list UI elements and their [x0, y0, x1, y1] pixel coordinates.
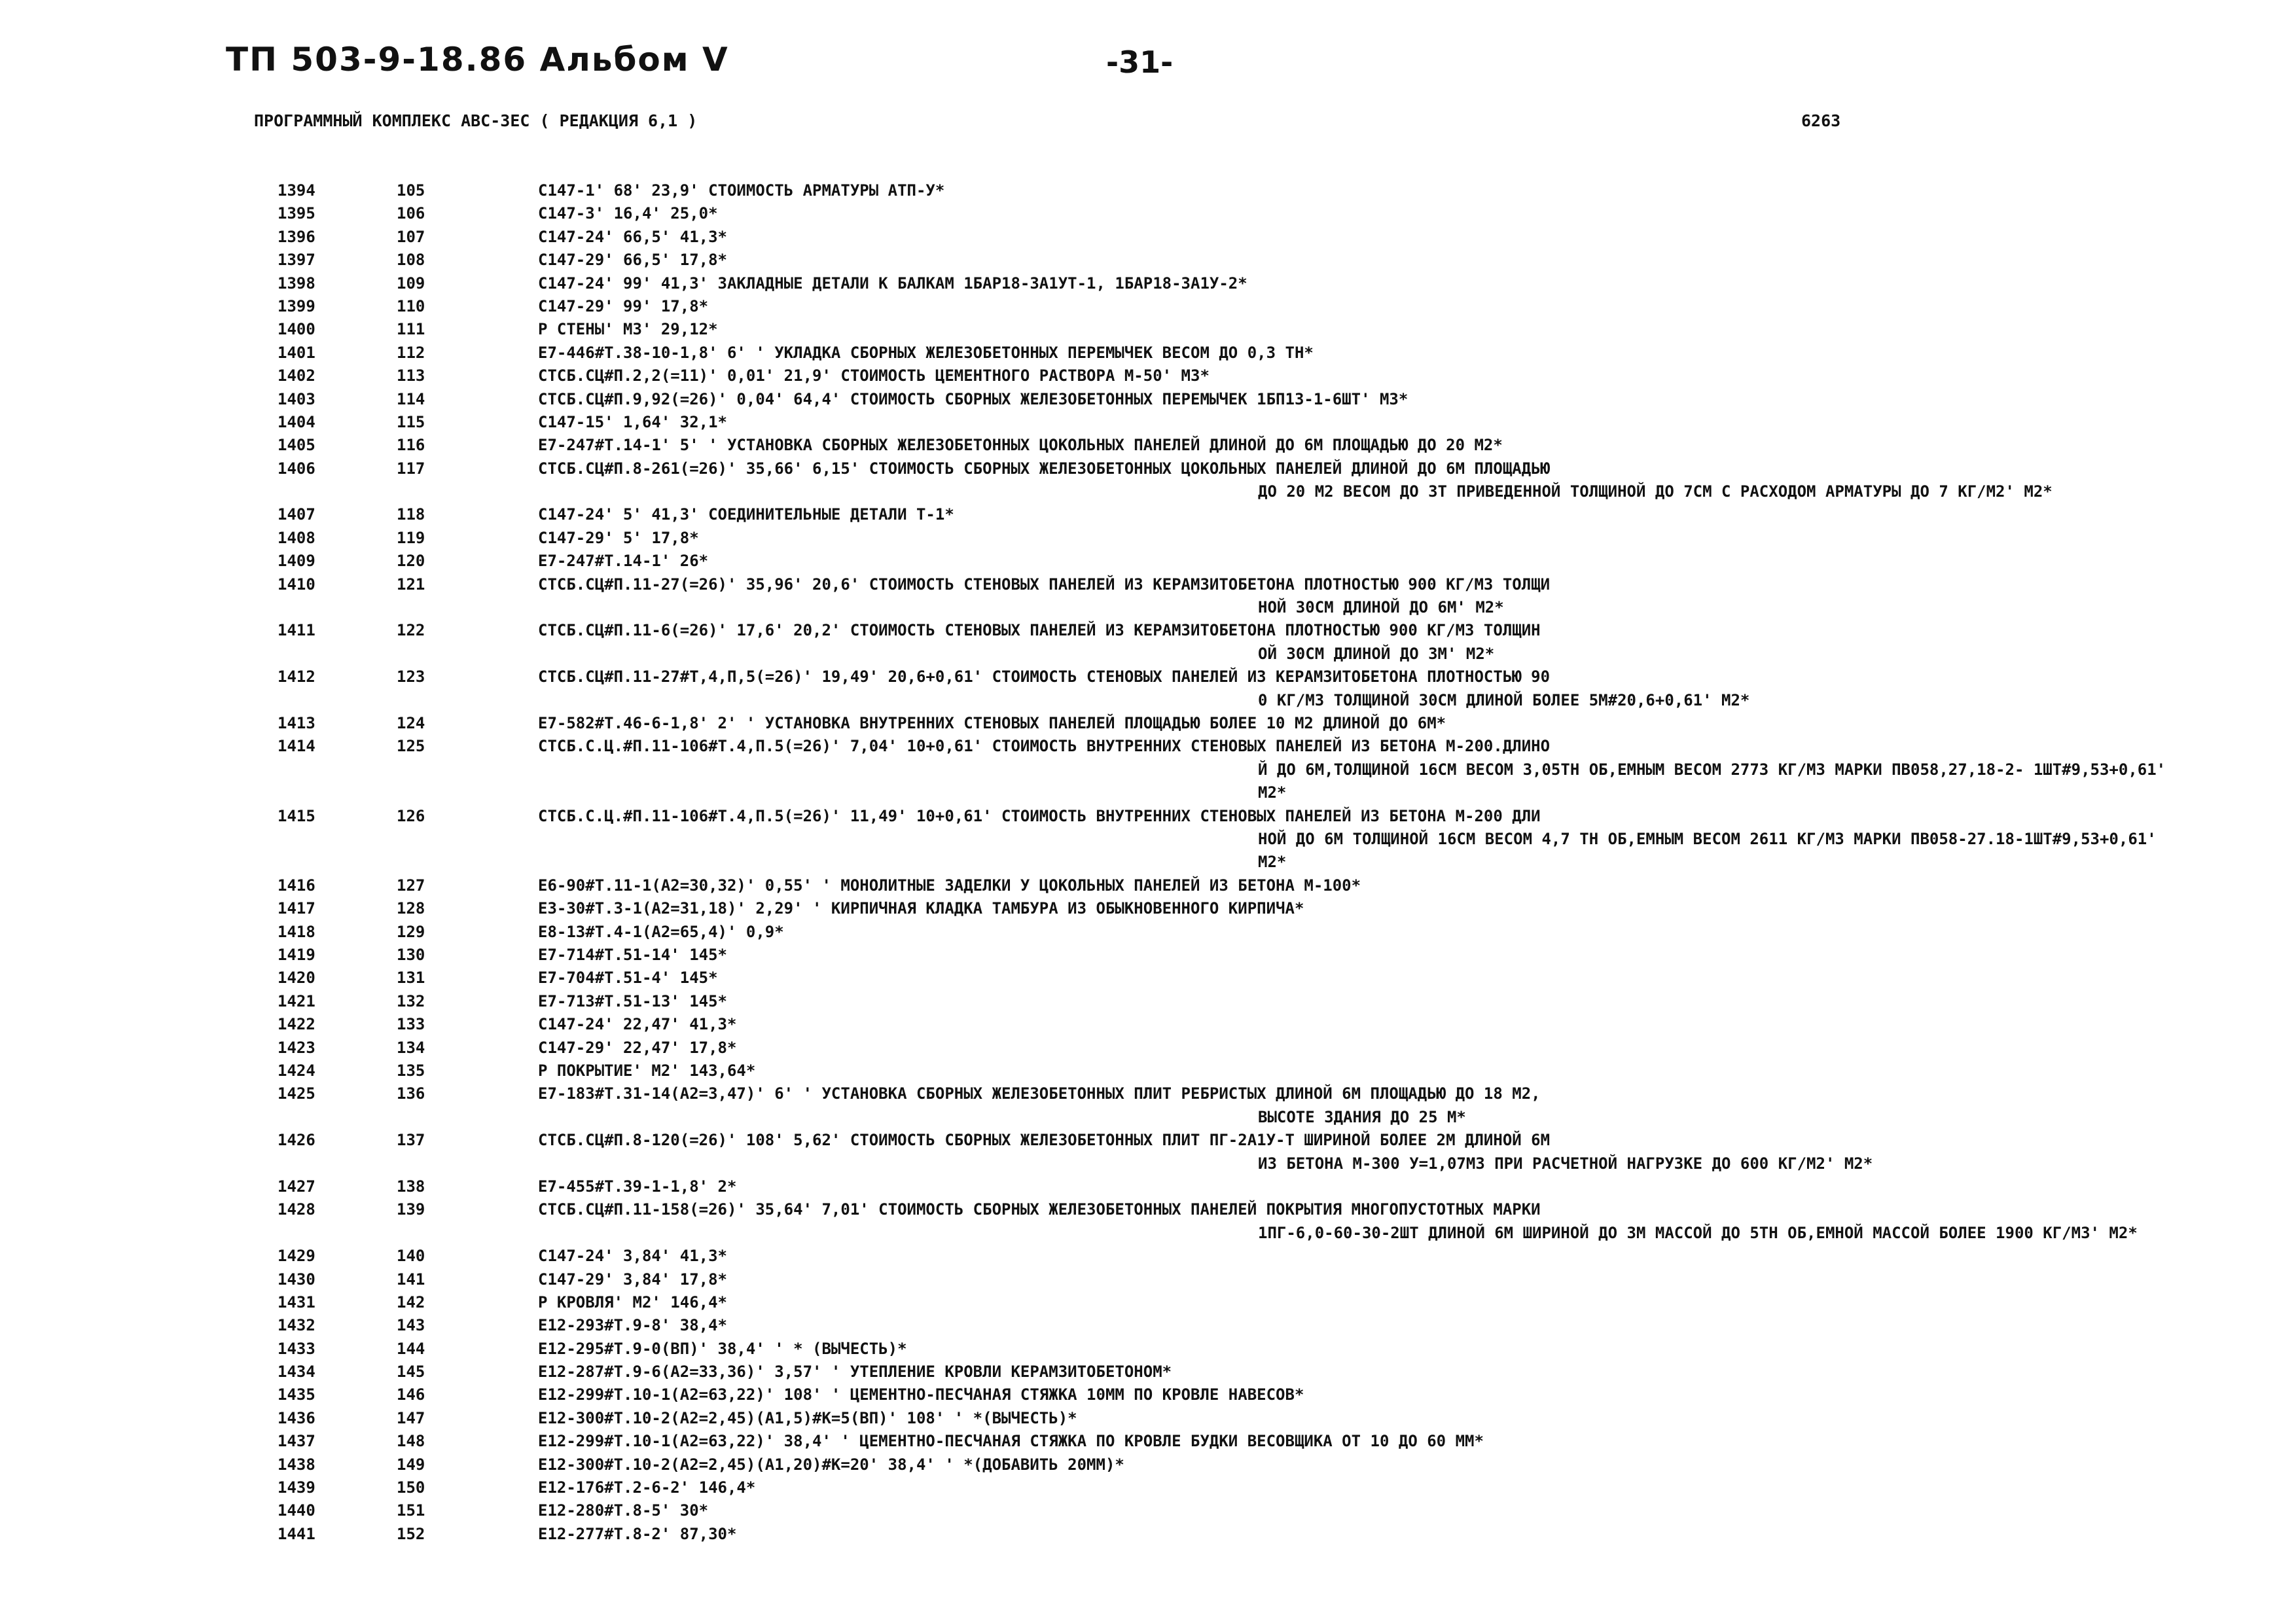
position-number: 137 [397, 1131, 425, 1150]
listing-row [0, 712, 2296, 735]
line-number: 1398 [278, 274, 315, 293]
listing-row [0, 1198, 2296, 1245]
position-number: 111 [397, 320, 425, 339]
entry-text: С147-29' 5' 17,8* [538, 528, 699, 547]
line-number: 1422 [278, 1015, 315, 1034]
line-number: 1427 [278, 1177, 315, 1196]
listing-row [0, 1523, 2296, 1546]
line-number: 1419 [278, 945, 315, 964]
listing-row [0, 342, 2296, 365]
document-number: 6263 [1801, 111, 1841, 130]
entry-text: С147-24' 99' 41,3' ЗАКЛАДНЫЕ ДЕТАЛИ К БАЛКАМ 1БАР18-3А1УТ-1, 1БАР18-3А1У-2* [538, 274, 1247, 293]
line-number: 1429 [278, 1247, 315, 1266]
position-number: 136 [397, 1084, 425, 1103]
line-number: 1400 [278, 320, 315, 339]
listing-row [0, 226, 2296, 249]
position-number: 149 [397, 1455, 425, 1474]
line-number: 1396 [278, 227, 315, 246]
listing-row [0, 1454, 2296, 1476]
entry-text: С147-24' 5' 41,3' СОЕДИНИТЕЛЬНЫЕ ДЕТАЛИ Т-1* [538, 505, 954, 524]
entry-text: СТСБ.СЦ#П.11-6(=26)' 17,6' 20,2' СТОИМОСТЬ СТЕНОВЫХ ПАНЕЛЕЙ ИЗ КЕРАМЗИТОБЕТОНА ПЛОТНОСТЬЮ 900 КГ/М3 ТОЛЩИН [538, 621, 1541, 640]
line-number: 1415 [278, 806, 315, 825]
line-number: 1425 [278, 1084, 315, 1103]
position-number: 115 [397, 412, 425, 431]
listing-row [0, 365, 2296, 387]
entry-text: СТСБ.СЦ#П.8-120(=26)' 108' 5,62' СТОИМОСТЬ СБОРНЫХ ЖЕЛЕЗОБЕТОННЫХ ПЛИТ ПГ-2А1У-Т ШИРИНОЙ БОЛЕЕ 2М ДЛИНОЙ 6М [538, 1131, 1551, 1150]
entry-continuation: НОЙ ДО 6М ТОЛЩИНОЙ 16СМ ВЕСОМ 4,7 ТН ОБ,ЕМНЫМ ВЕСОМ 2611 КГ/М3 МАРКИ ПВ058-27.18-1ШТ#9,53+0,61' [1258, 830, 2157, 849]
entry-continuation: 1ПГ-6,0-60-30-2ШТ ДЛИНОЙ 6М ШИРИНОЙ ДО 3М МАССОЙ ДО 5ТН ОБ,ЕМНОЙ МАССОЙ БОЛЕЕ 1900 КГ/М3' М2* [1258, 1223, 2138, 1242]
line-number: 1406 [278, 459, 315, 478]
listing-row [0, 388, 2296, 411]
entry-text: СТСБ.СЦ#П.11-27#Т,4,П,5(=26)' 19,49' 20,6+0,61' СТОИМОСТЬ СТЕНОВЫХ ПАНЕЛЕЙ ИЗ КЕРАМЗИТОБЕТОНА ПЛОТНОСТЬЮ 90 [538, 668, 1551, 687]
entry-text: С147-24' 22,47' 41,3* [538, 1015, 737, 1034]
listing-row [0, 666, 2296, 712]
line-number: 1403 [278, 389, 315, 408]
line-number: 1424 [278, 1061, 315, 1080]
entry-text: С147-1' 68' 23,9' СТОИМОСТЬ АРМАТУРЫ АТП-У* [538, 181, 945, 200]
entry-continuation: М2* [1258, 853, 1287, 872]
entry-continuation: Й ДО 6М,ТОЛЩИНОЙ 16СМ ВЕСОМ 3,05ТН ОБ,ЕМНЫМ ВЕСОМ 2773 КГ/М3 МАРКИ ПВ058,27,18-2- 1ШТ#9,53+0,61' [1258, 760, 2166, 779]
line-number: 1436 [278, 1408, 315, 1427]
line-number: 1423 [278, 1038, 315, 1057]
listing-row [0, 527, 2296, 550]
entry-continuation: ВЫСОТЕ ЗДАНИЯ ДО 25 М* [1258, 1107, 1466, 1126]
line-number: 1433 [278, 1339, 315, 1358]
listing-row [0, 805, 2296, 874]
entry-continuation: ДО 20 М2 ВЕСОМ ДО 3Т ПРИВЕДЕННОЙ ТОЛЩИНОЙ ДО 7СМ С РАСХОДОМ АРМАТУРЫ ДО 7 КГ/М2' М2* [1258, 482, 2053, 501]
position-number: 138 [397, 1177, 425, 1196]
position-number: 118 [397, 505, 425, 524]
listing-row [0, 735, 2296, 804]
entry-continuation: М2* [1258, 783, 1287, 802]
entry-text: Е6-90#Т.11-1(А2=30,32)' 0,55' ' МОНОЛИТНЫЕ ЗАДЕЛКИ У ЦОКОЛЬНЫХ ПАНЕЛЕЙ ИЗ БЕТОНА М-100* [538, 876, 1361, 895]
entry-text: Е7-704#Т.51-4' 145* [538, 969, 718, 988]
position-number: 113 [397, 366, 425, 385]
entry-text: Е12-293#Т.9-8' 38,4* [538, 1316, 727, 1335]
line-number: 1413 [278, 714, 315, 733]
position-number: 142 [397, 1293, 425, 1311]
line-number: 1409 [278, 552, 315, 571]
listing-row [0, 1407, 2296, 1430]
entry-text: Е12-300#Т.10-2(А2=2,45)(А1,5)#К=5(ВП)' 108' ' *(ВЫЧЕСТЬ)* [538, 1408, 1077, 1427]
position-number: 134 [397, 1038, 425, 1057]
estimate-listing [0, 179, 2296, 1546]
listing-row [0, 179, 2296, 202]
listing-row [0, 874, 2296, 897]
position-number: 107 [397, 227, 425, 246]
position-number: 110 [397, 296, 425, 315]
line-number: 1428 [278, 1200, 315, 1219]
line-number: 1420 [278, 969, 315, 988]
listing-row [0, 1361, 2296, 1383]
position-number: 140 [397, 1247, 425, 1266]
position-number: 150 [397, 1478, 425, 1497]
line-number: 1438 [278, 1455, 315, 1474]
listing-row [0, 1082, 2296, 1129]
entry-text: Е12-299#Т.10-1(А2=63,22)' 108' ' ЦЕМЕНТНО-ПЕСЧАНАЯ СТЯЖКА 10ММ ПО КРОВЛЕ НАВЕСОВ* [538, 1385, 1304, 1404]
entry-text: С147-29' 66,5' 17,8* [538, 251, 727, 270]
listing-row [0, 1383, 2296, 1406]
listing-row [0, 411, 2296, 434]
listing-row [0, 1499, 2296, 1522]
line-number: 1426 [278, 1131, 315, 1150]
position-number: 133 [397, 1015, 425, 1034]
entry-text: Р КРОВЛЯ' М2' 146,4* [538, 1293, 727, 1311]
album-title: ТП 503-9-18.86 Альбом V [226, 41, 729, 79]
listing-row [0, 295, 2296, 318]
line-number: 1441 [278, 1524, 315, 1543]
listing-row [0, 1476, 2296, 1499]
line-number: 1435 [278, 1385, 315, 1404]
line-number: 1421 [278, 991, 315, 1010]
entry-text: Е12-299#Т.10-1(А2=63,22)' 38,4' ' ЦЕМЕНТНО-ПЕСЧАНАЯ СТЯЖКА ПО КРОВЛЕ БУДКИ ВЕСОВЩИКА ОТ 10 ДО 60 ММ* [538, 1432, 1484, 1451]
position-number: 109 [397, 274, 425, 293]
entry-text: СТСБ.СЦ#П.11-158(=26)' 35,64' 7,01' СТОИМОСТЬ СБОРНЫХ ЖЕЛЕЗОБЕТОННЫХ ПАНЕЛЕЙ ПОКРЫТИЯ МНОГОПУСТОТНЫХ МАРКИ [538, 1200, 1541, 1219]
entry-continuation: ИЗ БЕТОНА М-300 У=1,07М3 ПРИ РАСЧЕТНОЙ НАГРУЗКЕ ДО 600 КГ/М2' М2* [1258, 1154, 1873, 1173]
entry-text: Е12-287#Т.9-6(А2=33,36)' 3,57' ' УТЕПЛЕНИЕ КРОВЛИ КЕРАМЗИТОБЕТОНОМ* [538, 1363, 1172, 1382]
listing-row [0, 967, 2296, 990]
entry-text: СТСБ.СЦ#П.11-27(=26)' 35,96' 20,6' СТОИМОСТЬ СТЕНОВЫХ ПАНЕЛЕЙ ИЗ КЕРАМЗИТОБЕТОНА ПЛОТНОСТЬЮ 900 КГ/М3 ТОЛЩИ [538, 575, 1551, 594]
line-number: 1416 [278, 876, 315, 895]
line-number: 1430 [278, 1270, 315, 1289]
position-number: 143 [397, 1316, 425, 1335]
line-number: 1410 [278, 575, 315, 594]
position-number: 124 [397, 714, 425, 733]
position-number: 148 [397, 1432, 425, 1451]
line-number: 1407 [278, 505, 315, 524]
line-number: 1402 [278, 366, 315, 385]
line-number: 1401 [278, 343, 315, 362]
listing-row [0, 990, 2296, 1013]
entry-continuation: ОЙ 30СМ ДЛИНОЙ ДО 3М' М2* [1258, 644, 1495, 663]
listing-row [0, 249, 2296, 272]
position-number: 144 [397, 1339, 425, 1358]
entry-text: С147-15' 1,64' 32,1* [538, 412, 727, 431]
listing-row [0, 1314, 2296, 1337]
entry-text: Е12-277#Т.8-2' 87,30* [538, 1524, 737, 1543]
entry-text: С147-24' 66,5' 41,3* [538, 227, 727, 246]
position-number: 147 [397, 1408, 425, 1427]
position-number: 122 [397, 621, 425, 640]
position-number: 119 [397, 528, 425, 547]
entry-text: С147-29' 22,47' 17,8* [538, 1038, 737, 1057]
listing-row [0, 202, 2296, 225]
line-number: 1405 [278, 436, 315, 455]
listing-row [0, 573, 2296, 620]
entry-text: Е7-455#Т.39-1-1,8' 2* [538, 1177, 737, 1196]
position-number: 105 [397, 181, 425, 200]
entry-text: С147-24' 3,84' 41,3* [538, 1247, 727, 1266]
position-number: 114 [397, 389, 425, 408]
entry-text: Е7-247#Т.14-1' 5' ' УСТАНОВКА СБОРНЫХ ЖЕЛЕЗОБЕТОННЫХ ЦОКОЛЬНЫХ ПАНЕЛЕЙ ДЛИНОЙ ДО 6М ПЛОЩАДЬЮ ДО 20 М2* [538, 436, 1503, 455]
line-number: 1408 [278, 528, 315, 547]
entry-text: СТСБ.С.Ц.#П.11-106#Т.4,П.5(=26)' 7,04' 10+0,61' СТОИМОСТЬ ВНУТРЕННИХ СТЕНОВЫХ ПАНЕЛЕЙ ИЗ БЕТОНА М-200.ДЛИНО [538, 737, 1551, 756]
position-number: 112 [397, 343, 425, 362]
entry-text: Е7-247#Т.14-1' 26* [538, 552, 709, 571]
listing-row [0, 1338, 2296, 1361]
listing-row [0, 1060, 2296, 1082]
listing-row [0, 619, 2296, 666]
position-number: 106 [397, 204, 425, 223]
position-number: 139 [397, 1200, 425, 1219]
line-number: 1434 [278, 1363, 315, 1382]
listing-row [0, 503, 2296, 526]
listing-row [0, 1129, 2296, 1175]
line-number: 1417 [278, 899, 315, 918]
entry-text: Е7-713#Т.51-13' 145* [538, 991, 727, 1010]
position-number: 135 [397, 1061, 425, 1080]
position-number: 129 [397, 922, 425, 941]
entry-text: СТСБ.СЦ#П.8-261(=26)' 35,66' 6,15' СТОИМОСТЬ СБОРНЫХ ЖЕЛЕЗОБЕТОННЫХ ЦОКОЛЬНЫХ ПАНЕЛЕЙ ДЛИНОЙ ДО 6М ПЛОЩАДЬЮ [538, 459, 1551, 478]
entry-text: Е12-300#Т.10-2(А2=2,45)(А1,20)#К=20' 38,4' ' *(ДОБАВИТЬ 20ММ)* [538, 1455, 1124, 1474]
line-number: 1397 [278, 251, 315, 270]
entry-text: С147-29' 3,84' 17,8* [538, 1270, 727, 1289]
position-number: 120 [397, 552, 425, 571]
entry-text: СТСБ.С.Ц.#П.11-106#Т.4,П.5(=26)' 11,49' 10+0,61' СТОИМОСТЬ ВНУТРЕННИХ СТЕНОВЫХ ПАНЕЛЕЙ ИЗ БЕТОНА М-200 ДЛИ [538, 806, 1541, 825]
position-number: 116 [397, 436, 425, 455]
entry-text: Е12-280#Т.8-5' 30* [538, 1501, 709, 1520]
listing-row [0, 457, 2296, 504]
line-number: 1418 [278, 922, 315, 941]
line-number: 1431 [278, 1293, 315, 1311]
entry-text: С147-29' 99' 17,8* [538, 296, 709, 315]
position-number: 132 [397, 991, 425, 1010]
line-number: 1414 [278, 737, 315, 756]
entry-text: СТСБ.СЦ#П.2,2(=11)' 0,01' 21,9' СТОИМОСТЬ ЦЕМЕНТНОГО РАСТВОРА М-50' М3* [538, 366, 1210, 385]
entry-continuation: НОЙ 30СМ ДЛИНОЙ ДО 6М' М2* [1258, 598, 1504, 617]
line-number: 1394 [278, 181, 315, 200]
entry-text: СТСБ.СЦ#П.9,92(=26)' 0,04' 64,4' СТОИМОСТЬ СБОРНЫХ ЖЕЛЕЗОБЕТОННЫХ ПЕРЕМЫЧЕК 1БП13-1-6ШТ' М3* [538, 389, 1408, 408]
listing-row [0, 921, 2296, 944]
entry-text: Е7-714#Т.51-14' 145* [538, 945, 727, 964]
position-number: 128 [397, 899, 425, 918]
listing-row [0, 944, 2296, 967]
listing-row [0, 1430, 2296, 1453]
entry-text: Е12-176#Т.2-6-2' 146,4* [538, 1478, 756, 1497]
entry-text: Е7-183#Т.31-14(А2=3,47)' 6' ' УСТАНОВКА СБОРНЫХ ЖЕЛЕЗОБЕТОННЫХ ПЛИТ РЕБРИСТЫХ ДЛИНОЙ 6М ПЛОЩАДЬЮ ДО 18 М2, [538, 1084, 1541, 1103]
position-number: 131 [397, 969, 425, 988]
position-number: 127 [397, 876, 425, 895]
position-number: 141 [397, 1270, 425, 1289]
listing-row [0, 1037, 2296, 1060]
position-number: 125 [397, 737, 425, 756]
listing-row [0, 550, 2296, 573]
position-number: 145 [397, 1363, 425, 1382]
position-number: 117 [397, 459, 425, 478]
entry-text: С147-3' 16,4' 25,0* [538, 204, 718, 223]
line-number: 1399 [278, 296, 315, 315]
listing-row [0, 897, 2296, 920]
position-number: 108 [397, 251, 425, 270]
position-number: 152 [397, 1524, 425, 1543]
listing-row [0, 434, 2296, 457]
position-number: 130 [397, 945, 425, 964]
page-number: -31- [1106, 45, 1174, 80]
entry-text: Е12-295#Т.9-0(ВП)' 38,4' ' * (ВЫЧЕСТЬ)* [538, 1339, 907, 1358]
line-number: 1440 [278, 1501, 315, 1520]
entry-continuation: 0 КГ/М3 ТОЛЩИНОЙ 30СМ ДЛИНОЙ БОЛЕЕ 5М#20,6+0,61' М2* [1258, 690, 1750, 709]
line-number: 1412 [278, 668, 315, 687]
entry-text: Р СТЕНЫ' М3' 29,12* [538, 320, 718, 339]
line-number: 1432 [278, 1316, 315, 1335]
position-number: 146 [397, 1385, 425, 1404]
entry-text: Е3-30#Т.3-1(А2=31,18)' 2,29' ' КИРПИЧНАЯ КЛАДКА ТАМБУРА ИЗ ОБЫКНОВЕННОГО КИРПИЧА* [538, 899, 1304, 918]
entry-text: Е8-13#Т.4-1(А2=65,4)' 0,9* [538, 922, 784, 941]
line-number: 1404 [278, 412, 315, 431]
line-number: 1439 [278, 1478, 315, 1497]
listing-row [0, 1291, 2296, 1314]
listing-row [0, 1175, 2296, 1198]
entry-text: Р ПОКРЫТИЕ' М2' 143,64* [538, 1061, 756, 1080]
line-number: 1395 [278, 204, 315, 223]
position-number: 126 [397, 806, 425, 825]
listing-row [0, 1245, 2296, 1268]
listing-row [0, 1013, 2296, 1036]
position-number: 151 [397, 1501, 425, 1520]
listing-row [0, 318, 2296, 341]
program-header: ПРОГРАММНЫЙ КОМПЛЕКС АВС-ЗЕС ( РЕДАКЦИЯ 6,1 ) [254, 111, 698, 130]
entry-text: Е7-582#Т.46-6-1,8' 2' ' УСТАНОВКА ВНУТРЕННИХ СТЕНОВЫХ ПАНЕЛЕЙ ПЛОЩАДЬЮ БОЛЕЕ 10 М2 ДЛИНОЙ ДО 6М* [538, 714, 1446, 733]
entry-text: Е7-446#Т.38-10-1,8' 6' ' УКЛАДКА СБОРНЫХ ЖЕЛЕЗОБЕТОННЫХ ПЕРЕМЫЧЕК ВЕСОМ ДО 0,3 ТН* [538, 343, 1314, 362]
listing-row [0, 272, 2296, 295]
listing-row [0, 1268, 2296, 1291]
position-number: 121 [397, 575, 425, 594]
position-number: 123 [397, 668, 425, 687]
line-number: 1411 [278, 621, 315, 640]
line-number: 1437 [278, 1432, 315, 1451]
